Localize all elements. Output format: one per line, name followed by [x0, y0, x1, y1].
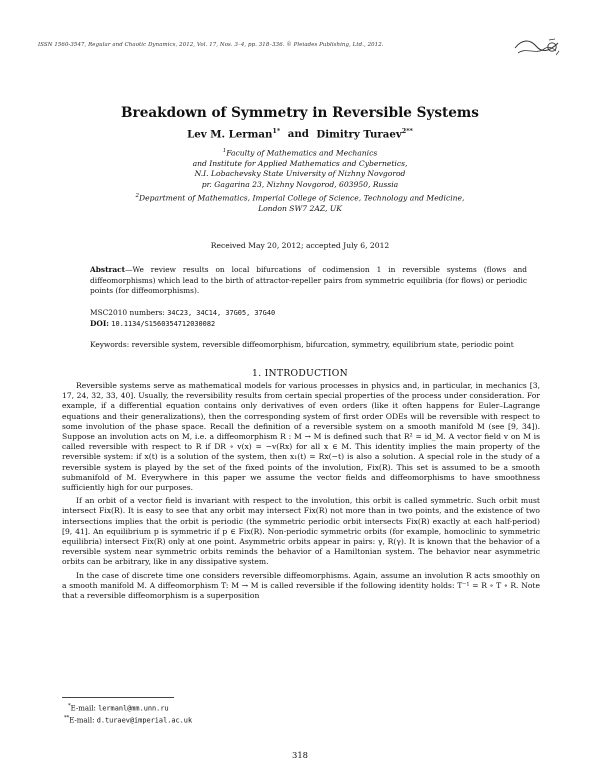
- classification: [90, 308, 527, 329]
- keywords-label: Keywords:: [90, 340, 130, 349]
- msc-label: MSC2010 numbers:: [90, 308, 165, 317]
- email-link[interactable]: d.turaev@imperial.ac.uk: [96, 716, 193, 725]
- author-name: Dimitry Turaev: [316, 128, 402, 141]
- affiliation-2: [0, 191, 600, 214]
- footnote-mark: *: [68, 703, 71, 709]
- received-date: Received May 20, 2012; accepted July 6, 2012: [210, 241, 390, 250]
- affiliation-mark: 1: [222, 148, 227, 154]
- paragraph: In the case of discrete time one considers reversible diffeomorphisms. Again, assume an involution R acts smoothly on a smooth manifold M. A diffeomorphism T: M → M is called reversible if the following identity holds: T⁻¹ = R ∘ T ∘ R. Note that a reversible diffeomorphism is a superposition: [62, 570, 540, 601]
- publisher-logo: [512, 36, 562, 58]
- paragraph: Reversible systems serve as mathematical models for various processes in physics and, in particular, in mechanics [3, 17, 24, 32, 33, 40]. Usually, the reversibility results from certain special properties of the process under consideration. For example, if a differential equation contains only derivatives of even orders (like it often happens for Euler–Lagrange equations and their generalizations), then the corresponding system of first order ODEs will be reversible with respect to some involution of the phase space. Recall the definition of a reversible system on a smooth manifold M (see [9, 34]). Suppose an involution acts on M, i.e. a diffeomorphism R : M → M is defined such that R² = id_M. A vector field v on M is called reversible with respect to R if DR ∘ v(x) = −v(Rx) for all x ∈ M. This identity implies the main property of the reversible system: if x(t) is a solution of the system, then x₁(t) = Rx(−t) is also a solution. A special role in the study of a reversible system is played by the set of the fixed points of the involution, Fix(R). This set is assumed to be a smooth submanifold of M. Everywhere in this paper we assume the vector fields and diffeomorphisms to have smoothness sufficiently high for our purposes.: [62, 381, 540, 493]
- paragraph: If an orbit of a vector field is invariant with respect to the involution, this orbit is called symmetric. Such orbit must intersect Fix(R). It is easy to see that any orbit may intersect Fix(R) not more than in two points, and the existence of two intersections implies that the orbit is periodic (the symmetric periodic orbit intersects Fix(R) exactly at each half-period) [9, 41]. An equilibrium p is symmetric if p ∈ Fix(R). Non-periodic symmetric orbits (for example, homoclinic to symmetric equilibria) intersect Fix(R) only at one point. Asymmetric orbits appear in pairs: γ, R(γ). It is known that the behavior of a reversible system near symmetric orbits reminds the behavior of a Hamiltonian system. The behavior near asymmetric orbits can be arbitrary, like in any dissipative system.: [62, 496, 540, 567]
- doi-link[interactable]: 10.1134/S1560354712030082: [111, 319, 216, 328]
- running-header: ISSN 1560-3547, Regular and Chaotic Dynamics, 2012, Vol. 17, Nos. 3–4, pp. 318–336. © Pleiades Publishing, Ltd., 2012.: [38, 42, 384, 48]
- footnote-label: E-mail:: [70, 704, 96, 713]
- affiliation-mark: 2: [135, 193, 140, 199]
- author-mark: 1*: [272, 127, 281, 135]
- page-number: 318: [292, 750, 308, 760]
- doi-label: DOI:: [90, 318, 110, 328]
- section-heading: 1. INTRODUCTION: [252, 368, 348, 379]
- affiliation-line: and Institute for Applied Mathematics and Cybernetics,: [192, 158, 408, 168]
- footnote-rule: [62, 697, 174, 698]
- paper-title: Breakdown of Symmetry in Reversible Systems: [121, 105, 479, 121]
- affiliation-line: Faculty of Mathematics and Mechanics: [226, 148, 378, 158]
- author-list: [0, 127, 600, 140]
- body-text: [62, 381, 540, 601]
- author-name: Lev M. Lerman: [187, 128, 273, 141]
- author-mark: 2**: [401, 127, 413, 135]
- abstract: [90, 265, 527, 297]
- affiliation-line: N.I. Lobachevsky State University of Nizhny Novgorod: [194, 169, 406, 179]
- email-link[interactable]: lermanl@mm.unn.ru: [98, 704, 169, 713]
- author-conjunction: and: [287, 128, 309, 141]
- keywords: [90, 340, 527, 351]
- footnote-label: E-mail:: [69, 716, 95, 725]
- affiliation-line: London SW7 2AZ, UK: [258, 203, 342, 213]
- affiliation-1: [0, 146, 600, 190]
- affiliation-line: Department of Mathematics, Imperial College of Science, Technology and Medicine,: [139, 193, 465, 203]
- footnotes: [62, 701, 192, 726]
- keywords-text: reversible system, reversible diffeomorphism, bifurcation, symmetry, equilibrium state, periodic point: [131, 340, 514, 349]
- abstract-text: —We review results on local bifurcations of codimension 1 in reversible systems (flows and diffeomorphisms) which lead to the birth of attractor-repeller pairs from symmetric equilibria (for flows) or periodic points (for diffeomorphisms).: [90, 265, 527, 296]
- affiliation-line: pr. Gagarina 23, Nizhny Novgorod, 603950, Russia: [201, 179, 399, 189]
- msc-codes: 34C23, 34C14, 37G05, 37G40: [167, 309, 276, 317]
- abstract-label: Abstract: [90, 265, 126, 274]
- footnote-mark: **: [64, 715, 70, 722]
